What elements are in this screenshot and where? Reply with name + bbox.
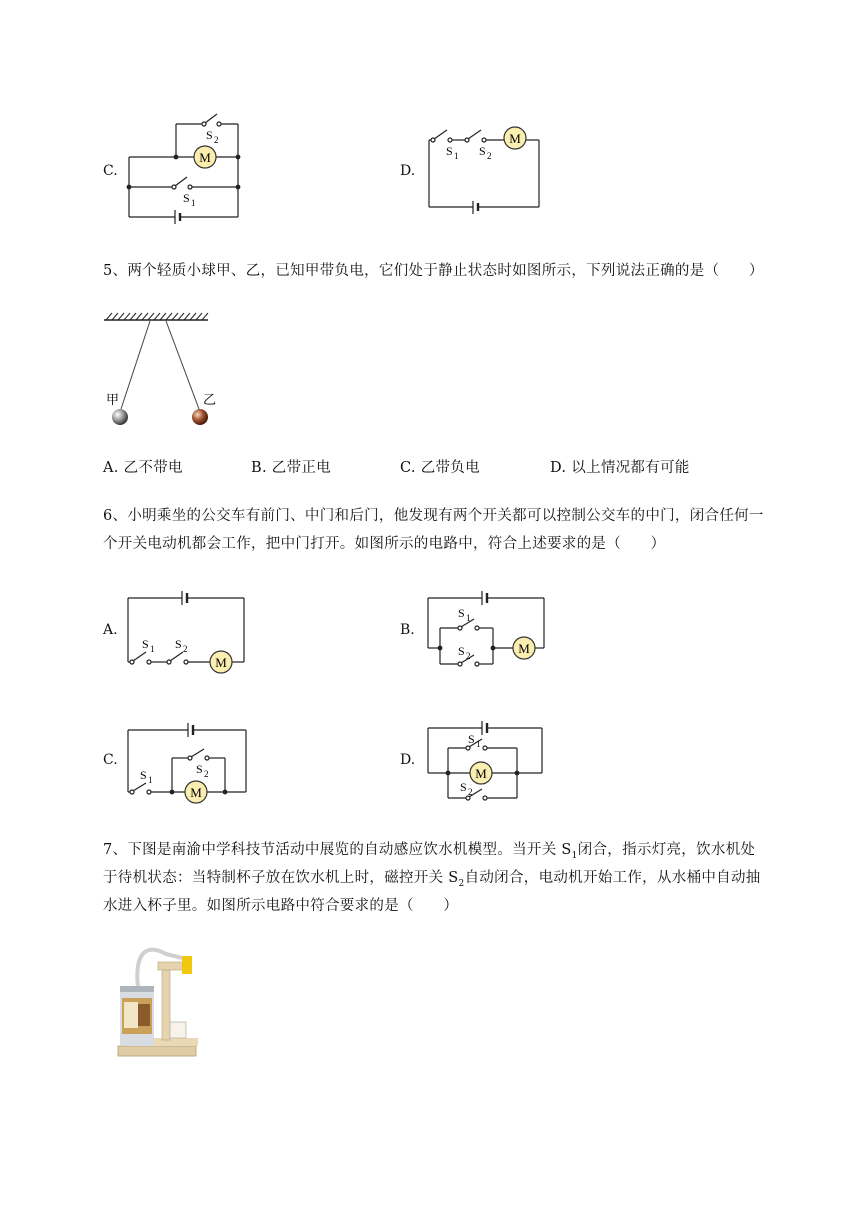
q6-option-c-label[interactable]: C. [103,752,118,768]
q7-dispenser-photo [108,940,200,1064]
q4-option-d-label: D. [400,163,416,179]
svg-text:1: 1 [148,775,153,785]
q4-circuit-c [120,108,250,233]
q6-circuit-a [120,584,255,679]
svg-text:M: M [475,766,487,781]
q7-stem-line1: 7、下图是南渝中学科技节活动中展览的自动感应饮水机模型。当开关 $S_1$闭合，指示灯亮，饮水机处 [103,842,756,861]
q7-stem-line2: 于待机状态：当特制杯子放在饮水机上时，磁控开关 $S_2$自动闭合，电动机开始工作，从水桶中自动抽 [103,870,761,889]
svg-text:1: 1 [191,198,196,208]
svg-text:1: 1 [150,644,155,654]
svg-text:M: M [190,785,202,800]
q4-circuit-d [420,122,550,217]
q6-stem-line2: 个开关电动机都会工作，把中门打开。如图所示的电路中，符合上述要求的是（ ） [103,536,666,552]
q6-stem-line1: 6、小明乘坐的公交车有前门、中门和后门，他发现有两个开关都可以控制公交车的中门，闭合任何一 [103,508,764,524]
svg-text:S: S [446,144,453,158]
q6-circuit-d [420,712,555,807]
ball-b [192,409,208,425]
q6-option-b-label[interactable]: B. [400,622,415,638]
svg-text:乙: 乙 [203,392,217,407]
svg-text:2: 2 [204,769,209,779]
svg-text:S: S [196,762,203,776]
svg-text:S: S [206,128,213,142]
svg-text:1: 1 [454,151,459,161]
svg-text:S: S [479,144,486,158]
q6-circuit-c [120,712,260,807]
svg-text:S: S [458,644,465,658]
q5-option-a[interactable]: A. 乙不带电 [103,460,183,476]
svg-text:2: 2 [183,644,188,654]
q5-option-d[interactable]: D. 以上情况都有可能 [550,460,690,476]
svg-text:1: 1 [476,739,481,749]
svg-text:2: 2 [468,787,473,797]
q5-stem: 5、两个轻质小球甲、乙，已知甲带负电，它们处于静止状态时如图所示，下列说法正确的是（ ） [103,263,764,279]
ball-a [112,409,128,425]
svg-text:M: M [509,131,521,146]
q5-option-b[interactable]: B. 乙带正电 [251,460,331,476]
q5-pendulum-figure [100,310,220,430]
svg-text:M: M [518,641,530,656]
svg-text:S: S [140,768,147,782]
q6-option-d-label[interactable]: D. [400,752,416,768]
q7-stem-line3: 水进入杯子里。如图所示电路中符合要求的是（ ） [103,898,459,914]
svg-text:2: 2 [487,151,492,161]
svg-text:M: M [199,150,211,165]
q5-option-c[interactable]: C. 乙带负电 [400,460,480,476]
svg-text:甲: 甲 [106,392,120,407]
q4-option-c-label: C. [103,163,118,179]
svg-text:2: 2 [214,135,219,145]
svg-text:2: 2 [466,651,471,661]
svg-text:M: M [215,655,227,670]
q6-option-a-label[interactable]: A. [103,622,118,638]
q6-circuit-b [420,584,555,679]
svg-text:1: 1 [466,613,471,623]
ceiling-hatch [106,313,208,320]
svg-text:S: S [142,637,149,651]
svg-text:S: S [460,780,467,794]
svg-text:S: S [175,637,182,651]
svg-text:S: S [468,732,475,746]
svg-text:S: S [458,606,465,620]
svg-text:S: S [183,191,190,205]
